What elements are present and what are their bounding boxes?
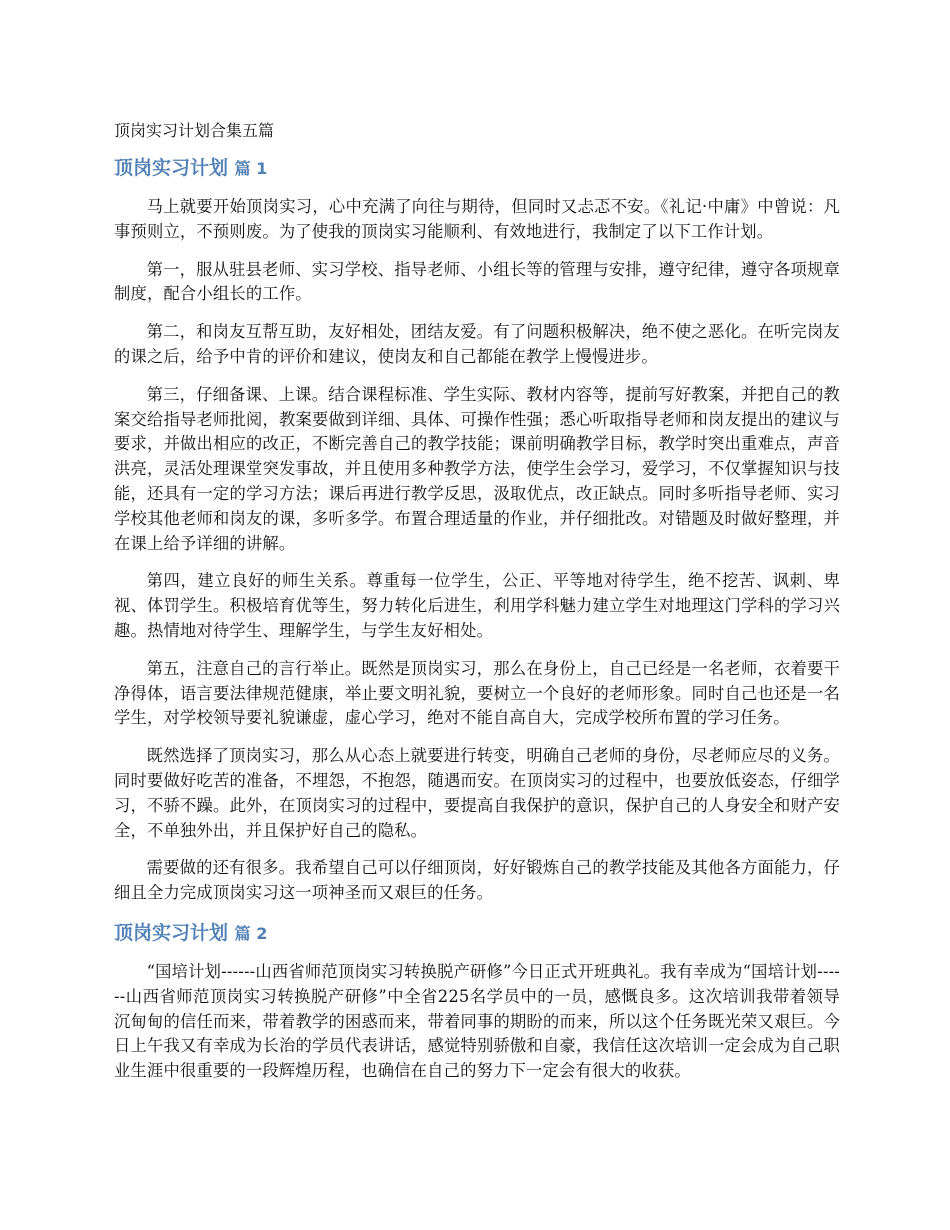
section-1 [114,154,840,906]
section-2 [114,919,840,1084]
section-heading-text: 顶岗实习计划 [114,157,229,179]
document-page [114,118,840,1097]
section-number: 篇 2 [234,923,268,943]
section-heading [114,919,840,948]
paragraph: 第四，建立良好的师生关系。尊重每一位学生，公正、平等地对待学生，绝不挖苦、讽刺、卑视、体罚学生。积极培育优等生，努力转化后进生，利用学科魅力建立学生对地理这门学科的学习兴趣。热情地对待学生、理解学生，与学生友好相处。 [114,571,840,640]
paragraph: 需要做的还有很多。我希望自己可以仔细顶岗，好好锻炼自己的教学技能及其他各方面能力，仔细且全力完成顶岗实习这一项神圣而又艰巨的任务。 [114,858,840,903]
paragraph: 马上就要开始顶岗实习，心中充满了向往与期待，但同时又忐忑不安。《礼记·中庸》中曾说：凡事预则立，不预则废。为了使我的顶岗实习能顺利、有效地进行，我制定了以下工作计划。 [114,197,840,241]
paragraph: 第五，注意自己的言行举止。既然是顶岗实习，那么在身份上，自己已经是一名老师，衣着要干净得体，语言要法律规范健康，举止要文明礼貌，要树立一个良好的老师形象。同时自己也还是一名学生，对学校领导要礼貌谦虚，虚心学习，绝对不能自高自大，完成学校所布置的学习任务。 [114,658,840,728]
section-heading-text: 顶岗实习计划 [114,921,229,944]
paragraph: 第三，仔细备课、上课。结合课程标准、学生实际、教材内容等，提前写好教案，并把自己的教案交给指导老师批阅，教案要做到详细、具体、可操作性强；悉心听取指导老师和岗友提出的建议与要求，并做出相应的改正，不断完善自己的教学技能；课前明确教学目标，教学时突出重难点，声音洪亮，灵活处理课堂突发事故，并且使用多种教学方法，使学生会学习，爱学习，不仅掌握知识与技能，还具有一定的学习方法；课后再进行教学反思，汲取优点，改正缺点。同时多听指导老师、实习学校其他老师和岗友的课，多听多学。布置合理适量的作业，并仔细批改。对错题及时做好整理，并在课上给予详细的讲解。 [114,384,840,553]
section-heading [114,154,840,183]
paragraph: 既然选择了顶岗实习，那么从心态上就要进行转变，明确自己老师的身份，尽老师应尽的义务。同时要做好吃苦的准备，不埋怨，不抱怨，随遇而安。在顶岗实习的过程中，也要放低姿态，仔细学习，不骄不躁。此外，在顶岗实习的过程中，要提高自我保护的意识，保护自己的人身安全和财产安全，不单独外出，并且保护好自己的隐私。 [114,746,840,840]
paragraph: 第二，和岗友互帮互助，友好相处，团结友爱。有了问题积极解决，绝不使之恶化。在听完岗友的课之后，给予中肯的评价和建议，使岗友和自己都能在教学上慢慢进步。 [114,322,840,366]
paragraph: 第一，服从驻县老师、实习学校、指导老师、小组长等的管理与安排，遵守纪律，遵守各项规章制度，配合小组长的工作。 [114,259,840,304]
paragraph: “国培计划------山西省师范顶岗实习转换脱产研修”今日正式开班典礼。我有幸成为“国培计划------山西省师范顶岗实习转换脱产研修”中全省225名学员中的一员，感慨良多。这次培训我带着领导沉甸甸的信任而来，带着教学的困惑而来，带着同事的期盼的而来，所以这个任务既光荣又艰巨。今日上午我又有幸成为长治的学员代表讲话，感觉特别骄傲和自豪，我信任这次培训一定会成为自己职业生涯中很重要的一段辉煌历程，也确信在自己的努力下一定会有很大的收获。 [114,961,840,1081]
document-title: 顶岗实习计划合集五篇 [114,121,275,140]
section-number: 篇 1 [234,159,268,178]
